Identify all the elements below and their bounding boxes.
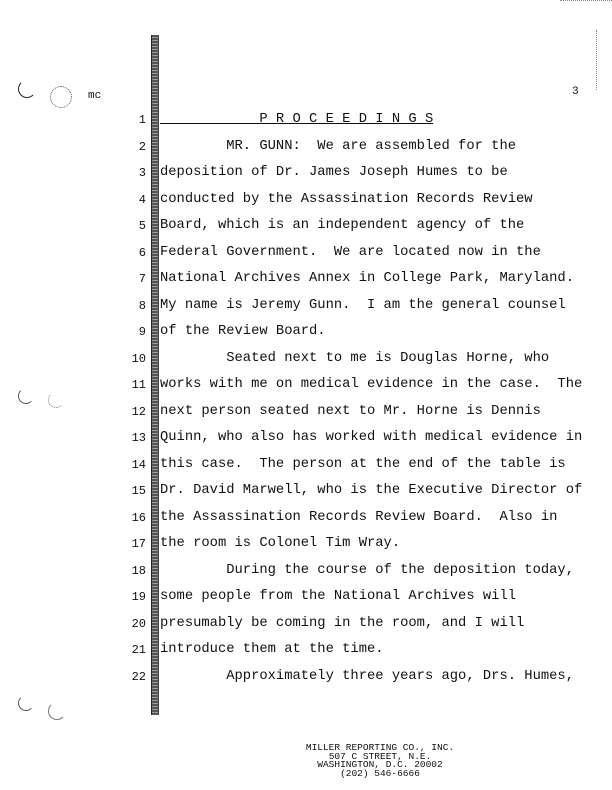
scan-mark [560, 0, 612, 5]
transcript-line: During the course of the deposition today, [160, 562, 574, 578]
transcript-line: presumably be coming in the room, and I will [160, 615, 525, 631]
footer-city: WASHINGTON, D.C. 20002 [317, 759, 443, 771]
footer-phone: (202) 546-6666 [340, 768, 420, 780]
line-number: 19 [131, 590, 146, 604]
transcript-line: My name is Jeremy Gunn. I am the general counsel [160, 297, 566, 313]
line-number: 16 [131, 510, 146, 525]
scan-mark [596, 30, 598, 90]
margin-rule [151, 35, 158, 715]
binder-hole-mark-icon [18, 388, 34, 404]
page-number: 3 [572, 86, 579, 98]
line-number: 6 [138, 245, 146, 260]
transcript-line: Approximately three years ago, Drs. Humes, [160, 668, 574, 684]
line-number: 13 [131, 431, 146, 445]
transcript-line: Federal Government. We are located now in the [160, 244, 541, 260]
transcript-line: the Assassination Records Review Board. Also in [160, 509, 558, 525]
binder-hole-mark-icon [18, 695, 34, 711]
transcript-line: MR. GUNN: We are assembled for the [160, 138, 517, 154]
line-number: 9 [138, 325, 146, 339]
line-number: 22 [131, 669, 146, 684]
transcript-line: National Archives Annex in College Park, Maryland. [160, 271, 574, 286]
line-number: 2 [138, 139, 146, 154]
line-number: 17 [131, 537, 146, 551]
transcript-line: the room is Colonel Tim Wray. [160, 536, 401, 551]
reporter-initials: mc [88, 90, 102, 102]
transcript-line: works with me on medical evidence in the case. The [160, 377, 583, 392]
transcript-line: Dr. David Marwell, who is the Executive Director of [160, 483, 583, 498]
line-number: 21 [131, 643, 146, 657]
transcript-line: deposition of Dr. James Joseph Humes to be [160, 165, 508, 180]
proceedings-heading: P R O C E E D I N G S [160, 112, 434, 127]
reporter-footer [280, 744, 480, 779]
line-number: 18 [131, 563, 146, 578]
transcript-line: this case. The person at the end of the table is [160, 456, 566, 472]
binder-hole-mark-icon [48, 392, 64, 408]
transcript-line: next person seated next to Mr. Horne is Dennis [160, 403, 541, 419]
line-number: 12 [131, 404, 146, 419]
line-number: 8 [138, 298, 146, 313]
transcript-line: Quinn, who also has worked with medical evidence in [160, 430, 583, 445]
line-number: 20 [131, 616, 146, 631]
transcript-line: Board, which is an independent agency of the [160, 218, 525, 233]
transcript-line: Seated next to me is Douglas Horne, who [160, 350, 550, 366]
line-number: 3 [138, 166, 146, 180]
transcript-line: conducted by the Assassination Records Review [160, 191, 533, 207]
footer-street: 507 C STREET, N.E. [328, 750, 432, 762]
line-number: 1 [138, 113, 146, 127]
margin-rule [158, 35, 159, 715]
line-number: 14 [131, 457, 146, 472]
binder-hole-mark-icon [48, 702, 66, 720]
binder-hole-mark-icon [18, 80, 36, 98]
transcript-line: introduce them at the time. [160, 642, 384, 657]
line-number: 5 [138, 219, 146, 233]
transcript-line: of the Review Board. [160, 324, 326, 339]
line-number: 7 [138, 272, 146, 286]
line-number: 15 [131, 484, 146, 498]
line-number: 4 [138, 192, 146, 207]
transcript-line: some people from the National Archives will [160, 589, 517, 604]
binder-hole-icon [50, 86, 72, 108]
line-number: 11 [131, 378, 146, 392]
line-number: 10 [131, 351, 146, 366]
footer-company: MILLER REPORTING CO., INC. [305, 742, 455, 753]
